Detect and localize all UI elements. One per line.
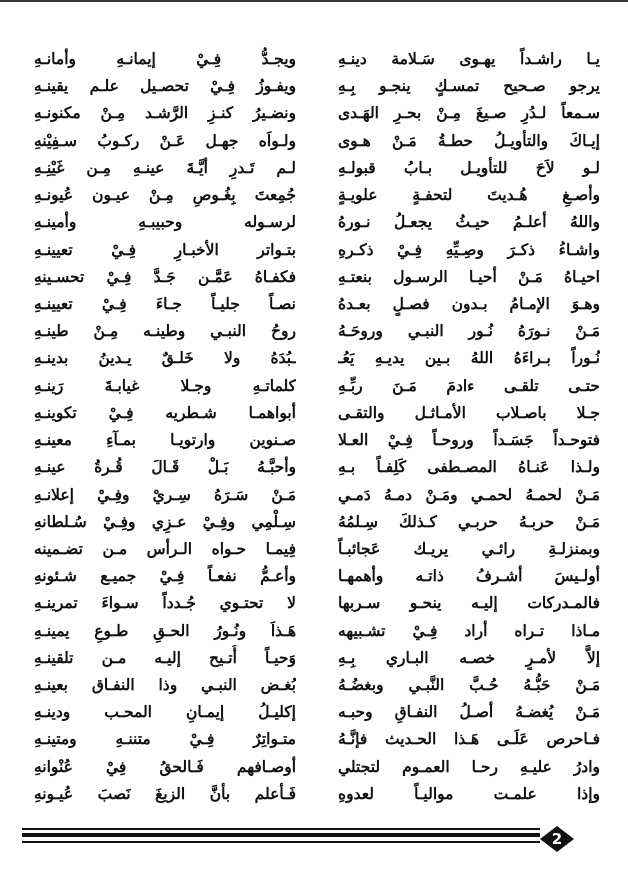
left-hemistich-verse: أوصـافهم فَـالحقُ فِيْ عُنْوانهِ [34, 756, 296, 776]
left-hemistich-verse: متـواتِرٌ فِـيْ متننـهِ ومتينـهِ [34, 729, 296, 749]
left-hemistich-verse: صـنوين وارتويـا بمـآءِ معينـهِ [34, 430, 296, 450]
left-hemistich-verse: مَـنْ سَـرَهُ سِـريْ وفِـيْ إعلانـهِ [34, 484, 296, 504]
page-number-badge [540, 826, 574, 852]
left-hemistich-verse: لرسـوله وحبيبـهِ وأمينـهِ [34, 212, 296, 232]
right-hemistich-verse: ولـذا عَنـاهُ المصـطفى كَلِفـاً بـهِ [338, 457, 600, 477]
left-hemistich-verse: وأحبَّـهُ بَـلْ قَـالَ قُـرةُ عينـهِ [34, 457, 296, 477]
page-number: 2 [551, 830, 563, 848]
right-hemistich-verse: مَـنْ لحمـهُ لحمـي ومَـنْ دمـهُ دَمـي [338, 484, 600, 504]
left-hemistich-verse: هَـذاَ ونُـورُ الحـقِ طـوعِ يمينـهِ [34, 620, 296, 640]
left-hemistich-verse: ويجـدُّ فِـيْ إيمانـهِ وأمانـهِ [34, 49, 296, 68]
footer-rule-thin-bottom [22, 841, 540, 843]
left-hemistich-verse: ويفـوزُ فِـيْ تحصـيل علـم يقينـهِ [34, 76, 296, 96]
left-hemistich-verse: سِـلْمِي وفِـيْ عـزِي وفِـيْ سُـلطانهِ [34, 511, 296, 531]
right-hemistich-verse: مـاذا تـراه أراد فِـيْ تشـبيهه [338, 620, 600, 640]
right-hemistich-verse: إيـاكَ والتأويـلُ حطـةُ مَـنْ هـوى [338, 130, 600, 150]
right-hemistich-verse: سـمعاً لـدُرِ صـيغَ مِـنْ بحـرِ الهَـدى [338, 103, 600, 123]
right-hemistich-verse: وادرُ عليـهِ رحـا العمـوم لتجتلي [338, 756, 600, 776]
right-hemistich-verse: وإذا علمـت مواليـاً لعدوهِ [338, 783, 600, 803]
right-hemistich-verse: احيـاهُ مَـنْ أحيـا الرسـول بنعتـهِ [338, 266, 600, 286]
left-hemistich-verse: بتـواتر الأخبـارِ فِـيْ تعيينـهِ [34, 239, 296, 259]
left-hemistich-verse: نصـاً جليـاً جـاءَ فِـيْ تعيينـهِ [34, 293, 296, 313]
left-hemistich-verse: أبواهمـا شـطريه فِـيْ تكوينـهِ [34, 402, 296, 422]
poem-body [28, 46, 600, 806]
right-hemistich-verse: مَـنْ يُغضـهُ أصـلُ النفـاقِ وحبـه [338, 702, 600, 722]
right-hemistich-verse: وهـوَ الإمـامُ بـدون فصـلٍ بعـدهُ [338, 293, 600, 313]
page-footer [0, 826, 628, 852]
right-hemistich-verse: مَـنْ حربـهُ حربـي كـذلكَ سِـلمُهُ [338, 511, 600, 531]
right-hemistich-verse: نُـوراً بـراءَهُ اللهُ بـين يديـهِ يَعُـ [338, 348, 600, 368]
poem-right-column [338, 46, 600, 806]
right-hemistich-verse: يرجو صـحيح تمسـكٍ ينجـو بِـهِ [338, 76, 600, 96]
left-hemistich-verse: فَـأعلم بأنَّ الزيغَ نَصبَ عُيـونهِ [34, 783, 296, 803]
right-hemistich-verse: فتوحـداً جَسَـداً وروحـاً فِـيْ العـلا [338, 430, 600, 450]
right-hemistich-verse: واشـاءُ ذكـرَ وصِـيِّهِ فِـيْ ذكـرهِ [338, 239, 600, 259]
left-hemistich-verse: لا تحتـوي جُـدداً سـواءَ تمرينـهِ [34, 593, 296, 613]
left-hemistich-verse: جُمِعتَ بِغُـوصِ مِـنْ عيـون عُيونـهِ [34, 185, 296, 205]
left-hemistich-verse: ـبُدَهُ ولا خَلـقٌ يـدينُ بدينـهِ [34, 348, 296, 368]
right-hemistich-verse: فـاحرص عَلَـى هَـذا الحـديث فإنَّـهُ [338, 729, 600, 749]
right-hemistich-verse: مَـنْ حَبُّـهُ حُـبَّ النَّبـي وبغضُـهُ [338, 675, 600, 695]
left-hemistich-verse: بُغـض النبـي وذا النفـاق بعينـهِ [34, 675, 296, 695]
footer-rule-thin-top [22, 828, 540, 830]
left-hemistich-verse: فكفـاهُ عَمَّـن جَـدَّ فِـيْ تحسـينهِ [34, 266, 296, 286]
right-hemistich-verse: وأصـغِ هُـديتَ لتحفـةٍ علويـةٍ [338, 185, 600, 205]
right-hemistich-verse: لـو لاَحَ للتأويـل بـابُ قبولـهِ [338, 157, 600, 177]
left-hemistich-verse: فِيمـا حـواه الـرأس مـن تضـمينه [34, 538, 296, 558]
right-hemistich-verse: أولـيسَ أشـرفُ ذاتـه وأهمهـا [338, 566, 600, 586]
right-hemistich-verse: وبمنزلـةِ رائـي يريـك عَجائبـاً [338, 538, 600, 558]
right-hemistich-verse: مَـنْ نـورَهُ نُـور النبـي وروحَـهُ [338, 321, 600, 341]
right-hemistich-verse: إلاَّ لأمـرٍ خصـه البـاري بِـهِ [338, 647, 600, 667]
poem-left-column [34, 46, 296, 806]
top-border [0, 0, 628, 2]
left-hemistich-verse: ولـواَه جهـل عَـنْ ركـوبُ سـفِيْنهِ [34, 130, 296, 150]
right-hemistich-verse: واللهُ أعلـمُ حيـثُ يجعـلُ نـورهُ [338, 212, 600, 232]
right-hemistich-verse: فالمـدركات إليـه ينحـو سـربها [338, 593, 600, 613]
left-hemistich-verse: روحُ النبـي وطينـه مِـنْ طينـهِ [34, 321, 296, 341]
left-hemistich-verse: وأعـمُّ نفعـاً فِـيْ جميـع شـئونهِ [34, 566, 296, 586]
right-hemistich-verse: حتـى تلقـى ءادمَ مَـنَ ربِّـهِ [338, 375, 600, 395]
left-hemistich-verse: وَحيـاً أُتـيح إليـه مـن تلقينـهِ [34, 647, 296, 667]
left-hemistich-verse: ونضـيرُ كنـزِ الرَّشـد مِـنْ مكنونـهِ [34, 103, 296, 123]
right-hemistich-verse: يـا راشـداً يهـوى سَـلامة دينـهِ [338, 49, 600, 68]
left-hemistich-verse: لـم تَـدرِ أيَّـةَ عينـهِ مِـن غَيْنِـهِ [34, 157, 296, 177]
footer-rule-thick [22, 833, 540, 837]
left-hemistich-verse: إكليـلُ إيمـانِ المحـب ودينـهِ [34, 702, 296, 722]
left-hemistich-verse: كلماتـهِ وجـلا غيابـةَ رَينـهِ [34, 375, 296, 395]
right-hemistich-verse: جـلا باصـلاب الأمـاثـل والتقـى [338, 402, 600, 422]
